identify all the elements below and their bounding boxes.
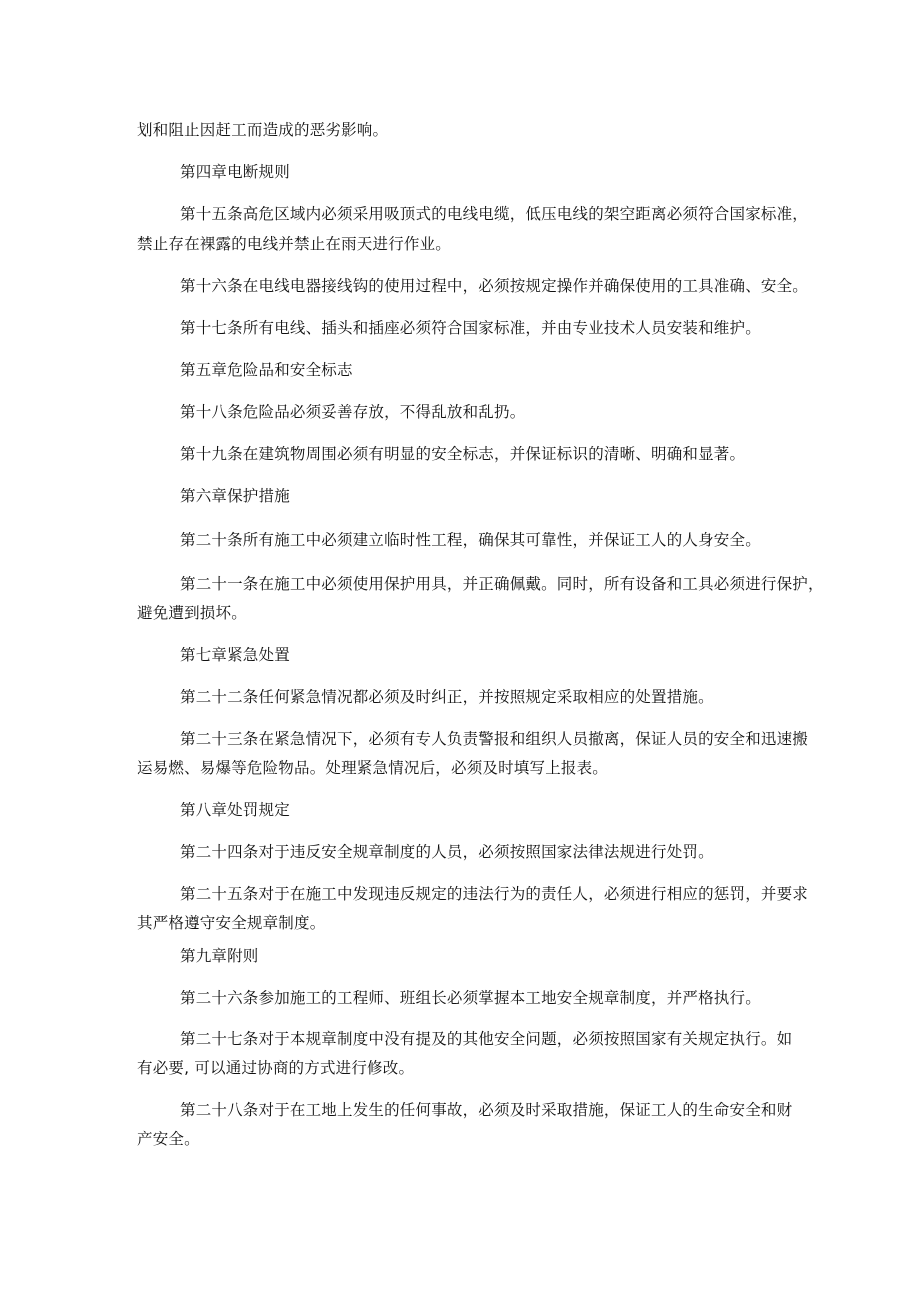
article-text: 第二十五条对于在施工中发现违反规定的违法行为的责任人，必须进行相应的惩罚，并要求 xyxy=(180,885,809,903)
article-text: 第二十一条在施工中必须使用保护用具，并正确佩戴。同时，所有设备和工具必须进行保护， xyxy=(180,575,824,593)
article-text: 第十五条高危区域内必须采用吸顶式的电线电缆，低压电线的架空距离必须符合国家标准， xyxy=(180,205,809,223)
text-line: 划和阻止因赶工而造成的恶劣影响。 xyxy=(137,121,389,139)
article-text: 第二十六条参加施工的工程师、班组长必须掌握本工地安全规章制度，并严格执行。 xyxy=(180,989,761,1007)
article-text: 第十九条在建筑物周围必须有明显的安全标志，并保证标识的清晰、明确和显著。 xyxy=(180,445,746,463)
article-text-continued: 运易燃、易爆等危险物品。处理紧急情况后，必须及时填写上报表。 xyxy=(137,759,609,777)
article-text: 第二十三条在紧急情况下，必须有专人负责警报和组织人员撤离，保证人员的安全和迅速搬 xyxy=(180,730,809,748)
chapter-heading: 第五章危险品和安全标志 xyxy=(180,361,353,379)
article-text-continued: 其严格遵守安全规章制度。 xyxy=(137,914,326,932)
article-text-continued: 有必要, 可以通过协商的方式进行修改。 xyxy=(137,1059,415,1077)
article-text-continued: 禁止存在裸露的电线并禁止在雨天进行作业。 xyxy=(137,235,452,253)
chapter-heading: 第四章电断规则 xyxy=(180,163,290,181)
article-text-continued: 产安全。 xyxy=(137,1130,200,1148)
chapter-heading: 第八章处罚规定 xyxy=(180,801,290,819)
article-text: 第十八条危险品必须妥善存放，不得乱放和乱扔。 xyxy=(180,403,526,421)
chapter-heading: 第七章紧急处置 xyxy=(180,646,290,664)
article-text: 第二十四条对于违反安全规章制度的人员，必须按照国家法律法规进行处罚。 xyxy=(180,843,714,861)
article-text: 第二十七条对于本规章制度中没有提及的其他安全问题，必须按照国家有关规定执行。如 xyxy=(180,1030,793,1048)
article-text: 第十七条所有电线、插头和插座必须符合国家标准，并由专业技术人员安装和维护。 xyxy=(180,319,761,337)
chapter-heading: 第六章保护措施 xyxy=(180,487,290,505)
chapter-heading: 第九章附则 xyxy=(180,947,259,965)
article-text-continued: 避免遭到损坏。 xyxy=(137,604,247,622)
article-text: 第二十条所有施工中必须建立临时性工程，确保其可靠性，并保证工人的人身安全。 xyxy=(180,531,761,549)
article-text: 第二十二条任何紧急情况都必须及时纠正，并按照规定采取相应的处置措施。 xyxy=(180,688,714,706)
article-text: 第十六条在电线电器接线钩的使用过程中，必须按规定操作并确保使用的工具准确、安全。 xyxy=(180,277,809,295)
article-text: 第二十八条对于在工地上发生的任何事故，必须及时采取措施，保证工人的生命安全和财 xyxy=(180,1101,793,1119)
